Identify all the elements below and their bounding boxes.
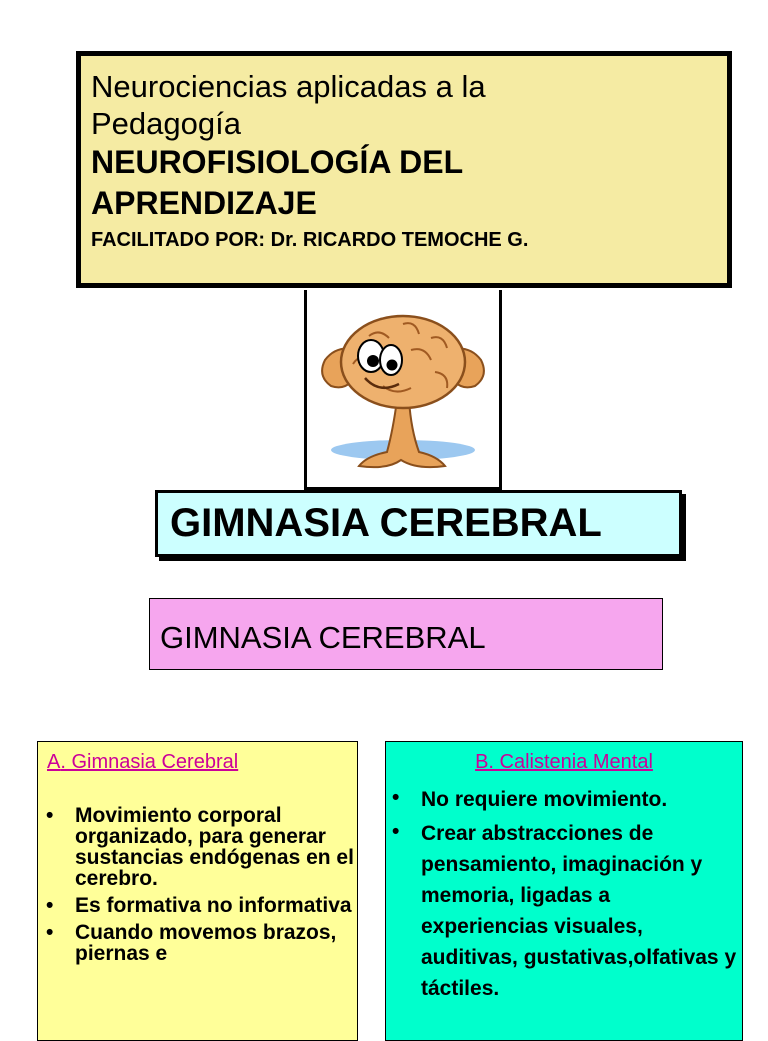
column-a bbox=[37, 741, 358, 1041]
column-b-list bbox=[386, 784, 742, 1004]
list-item bbox=[38, 922, 357, 964]
title-line-3: NEUROFISIOLOGÍA DEL bbox=[91, 144, 464, 180]
bullet-icon: • bbox=[46, 894, 54, 917]
bullet-icon: • bbox=[46, 804, 54, 827]
list-item-text: Crear abstracciones de pensamiento, imaginación y memoria, ligadas a experiencias visuales, auditivas, gustativas,olfativas y táctiles. bbox=[421, 822, 737, 1000]
column-b bbox=[385, 741, 743, 1041]
gimnasia-cerebral-banner: GIMNASIA CEREBRAL bbox=[155, 490, 682, 557]
list-item bbox=[386, 818, 742, 1004]
brain-image-frame bbox=[304, 290, 502, 490]
list-item-text: No requiere movimiento. bbox=[421, 788, 668, 811]
title-line-4: APRENDIZAJE bbox=[91, 185, 317, 221]
column-a-list bbox=[38, 805, 357, 964]
column-a-heading bbox=[47, 751, 357, 774]
list-item-text: Es formativa no informativa bbox=[75, 894, 352, 917]
list-item bbox=[38, 805, 357, 889]
title-line-2: Pedagogía bbox=[91, 106, 241, 141]
list-item-text: Movimiento corporal organizado, para generar sustancias endógenas en el cerebro. bbox=[75, 804, 354, 890]
facilitator-line: FACILITADO POR: Dr. RICARDO TEMOCHE G. bbox=[91, 229, 529, 251]
list-item bbox=[386, 784, 742, 815]
bullet-icon: • bbox=[392, 786, 400, 809]
list-item-text: Cuando movemos brazos, piernas e bbox=[75, 921, 337, 965]
title-line-1: Neurociencias aplicadas a la bbox=[91, 69, 486, 104]
column-a-heading-prefix: A bbox=[47, 751, 61, 773]
column-b-heading: B. Calistenia Mental bbox=[475, 751, 653, 773]
column-a-heading-rest: . Gimnasia Cerebral bbox=[60, 751, 239, 773]
bullet-icon: • bbox=[46, 921, 54, 944]
list-item bbox=[38, 895, 357, 916]
gimnasia-cerebral-subtitle: GIMNASIA CEREBRAL bbox=[149, 598, 663, 670]
title-box bbox=[76, 51, 732, 288]
cartoon-brain-flexing-icon bbox=[307, 290, 499, 486]
bullet-icon: • bbox=[392, 820, 400, 843]
